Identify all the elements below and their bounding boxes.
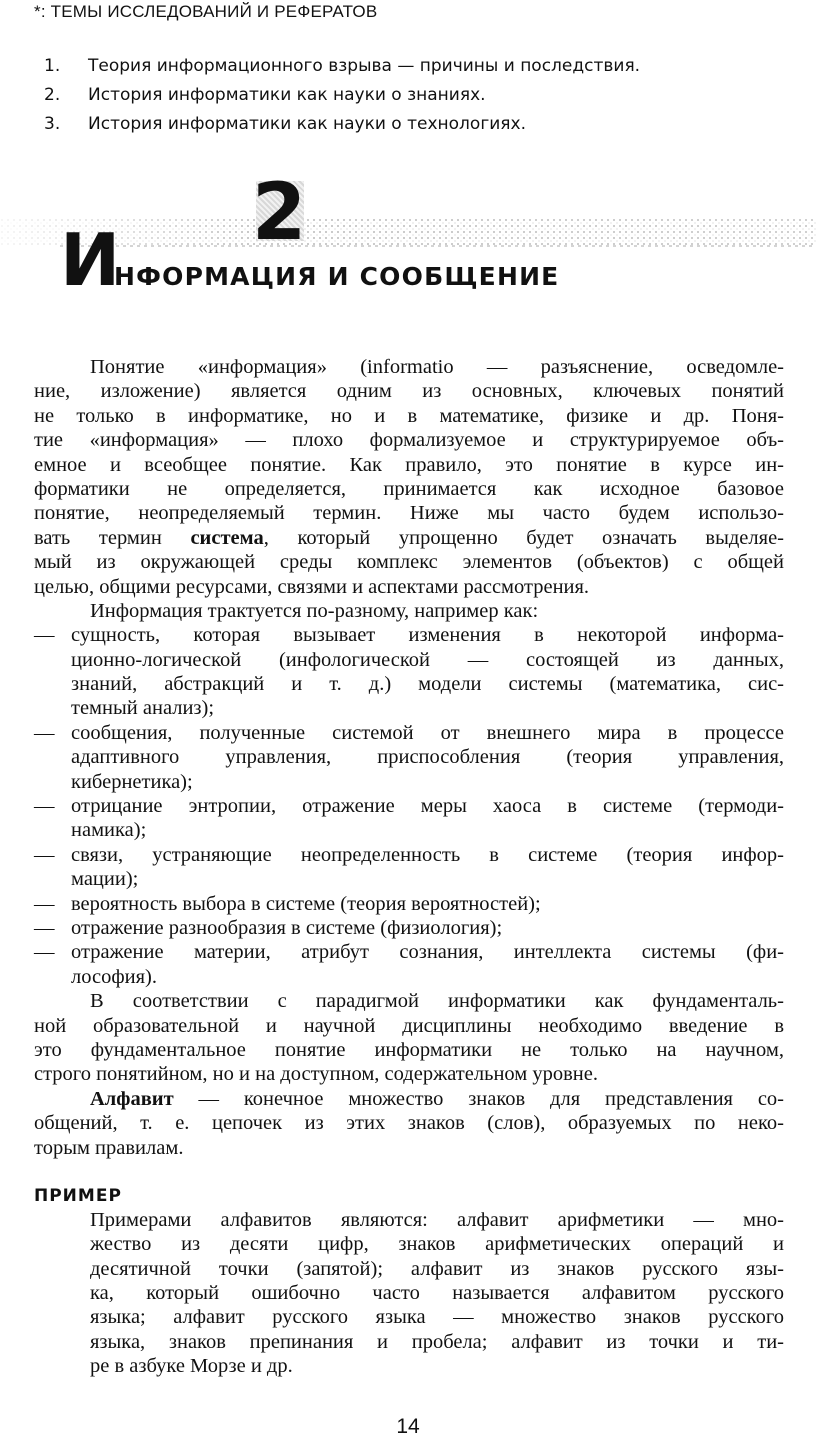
text-line [34, 526, 784, 550]
bullet-line [34, 794, 784, 818]
bullet-line: ционно-логической (инфологической — состоящей из данных, [71, 648, 784, 671]
list-item-text: Теория информационного взрыва — причины и последствия. [88, 56, 641, 76]
text-fragment: вать термин [34, 526, 191, 549]
list-item [44, 52, 640, 81]
list-item-number: 3. [44, 114, 61, 134]
text-line: Информация трактуется по-разному, например как: [90, 599, 539, 622]
text-line: целью, общими ресурсами, связями и аспектами рассмотрения. [34, 575, 590, 598]
text-line: ре в азбуке Морзе и др. [90, 1355, 293, 1378]
bullet-dash: — [34, 941, 55, 964]
main-text [34, 355, 784, 1379]
text-fragment: — конечное множество знаков для представления со- [173, 1087, 784, 1110]
list-item-text: История информатики как науки о технологиях. [88, 114, 526, 134]
bullet-dash: — [34, 843, 55, 866]
text-line: В соответствии с парадигмой информатики как фундаменталь- [90, 990, 784, 1013]
text-line: это фундаментальное понятие информатики не только на научном, [34, 1038, 784, 1061]
topics-heading: *: ТЕМЫ ИССЛЕДОВАНИЙ И РЕФЕРАТОВ [34, 2, 378, 21]
bullet-text: отрицание энтропии, отражение меры хаоса в системе (термоди- [71, 795, 784, 818]
bullet-text: отражение разнообразия в системе (физиология); [71, 916, 503, 939]
chapter-title-initial: И [60, 218, 121, 302]
topics-list [44, 52, 640, 139]
bullet-line: знаний, абстракций и т. д.) модели системы (математика, сис- [71, 673, 784, 696]
chapter-decoration-band [0, 212, 816, 254]
bullet-text: связи, устраняющие неопределенность в системе (теория инфор- [71, 843, 784, 866]
bullet-dash: — [34, 892, 55, 915]
text-line: ка, который ошибочно часто называется алфавитом русского [90, 1282, 784, 1305]
list-item-number: 1. [44, 56, 61, 76]
text-line: форматики не определяется, принимается как исходное базовое [34, 477, 784, 500]
page-number: 14 [396, 1415, 420, 1438]
text-line: десятичной точки (запятой); алфавит из знаков русского язы- [90, 1257, 784, 1280]
text-line: Понятие «информация» (informatio — разъяснение, осведомле- [90, 356, 784, 378]
term-system: система [190, 526, 264, 549]
chapter-number: 2 [252, 168, 307, 258]
text-line: языка; алфавит русского языка — множество знаков русского [90, 1306, 784, 1329]
text-line: понятие, неопределяемый термин. Ниже мы часто будем использо- [34, 502, 784, 525]
bullet-line [34, 843, 784, 867]
bullet-line: мации); [71, 868, 139, 891]
bullet-dash: — [34, 624, 55, 647]
example-heading: ПРИМЕР [34, 1185, 122, 1206]
text-line: торым правилам. [34, 1136, 184, 1159]
bullet-line [34, 721, 784, 745]
bullet-text: сущность, которая вызывает изменения в некоторой информа- [71, 624, 784, 647]
text-line: языка, знаков препинания и пробела; алфавит из точки и ти- [90, 1330, 784, 1353]
text-line: мый из окружающей среды комплекс элементов (объектов) с общей [34, 551, 784, 574]
text-line: строго понятийном, но и на доступном, содержательном уровне. [34, 1063, 599, 1086]
bullet-text: отражение материи, атрибут сознания, интеллекта системы (фи- [71, 941, 784, 964]
bullet-dash: — [34, 916, 55, 939]
bullet-line: намика); [71, 819, 147, 842]
text-line: тие «информация» — плохо формализуемое и структурируемое объ- [34, 429, 784, 452]
bullet-dash: — [34, 795, 55, 818]
list-item [44, 81, 640, 110]
chapter-title: НФОРМАЦИЯ И СООБЩЕНИЕ [114, 262, 560, 291]
list-item [44, 110, 640, 139]
text-line: общений, т. е. цепочек из этих знаков (слов), образуемых по неко- [34, 1112, 784, 1135]
bullet-line [34, 916, 784, 940]
text-line: жество из десяти цифр, знаков арифметических операций и [90, 1233, 784, 1256]
list-item-number: 2. [44, 85, 61, 105]
bullet-text: вероятность выбора в системе (теория вероятностей); [71, 892, 541, 915]
bullet-line: темный анализ); [71, 697, 215, 720]
bullet-line: кибернетика); [71, 770, 193, 793]
bullet-line: адаптивного управления, приспособления (теория управления, [71, 746, 784, 769]
text-line: Примерами алфавитов являются: алфавит арифметики — мно- [90, 1208, 784, 1231]
bullet-line [34, 892, 784, 916]
list-item-text: История информатики как науки о знаниях. [88, 85, 486, 105]
example-text [34, 1208, 784, 1379]
term-alphabet: Алфавит [90, 1087, 174, 1110]
text-line: ной образовательной и научной дисциплины необходимо введение в [34, 1014, 784, 1037]
bullet-line [34, 940, 784, 964]
text-line: не только в информатике, но и в математике, физике и др. Поня- [34, 404, 784, 427]
bullet-line [34, 623, 784, 647]
bullet-text: сообщения, полученные системой от внешнего мира в процессе [71, 721, 784, 744]
text-line [34, 1087, 784, 1111]
text-line: емное и всеобщее понятие. Как правило, это понятие в курсе ин- [34, 453, 784, 476]
bullet-dash: — [34, 721, 55, 744]
text-fragment: , который упрощенно будет означать выделяе- [263, 526, 784, 549]
bullet-line: лософия). [71, 965, 157, 988]
text-line: ние, изложение) является одним из основных, ключевых понятий [34, 380, 784, 403]
